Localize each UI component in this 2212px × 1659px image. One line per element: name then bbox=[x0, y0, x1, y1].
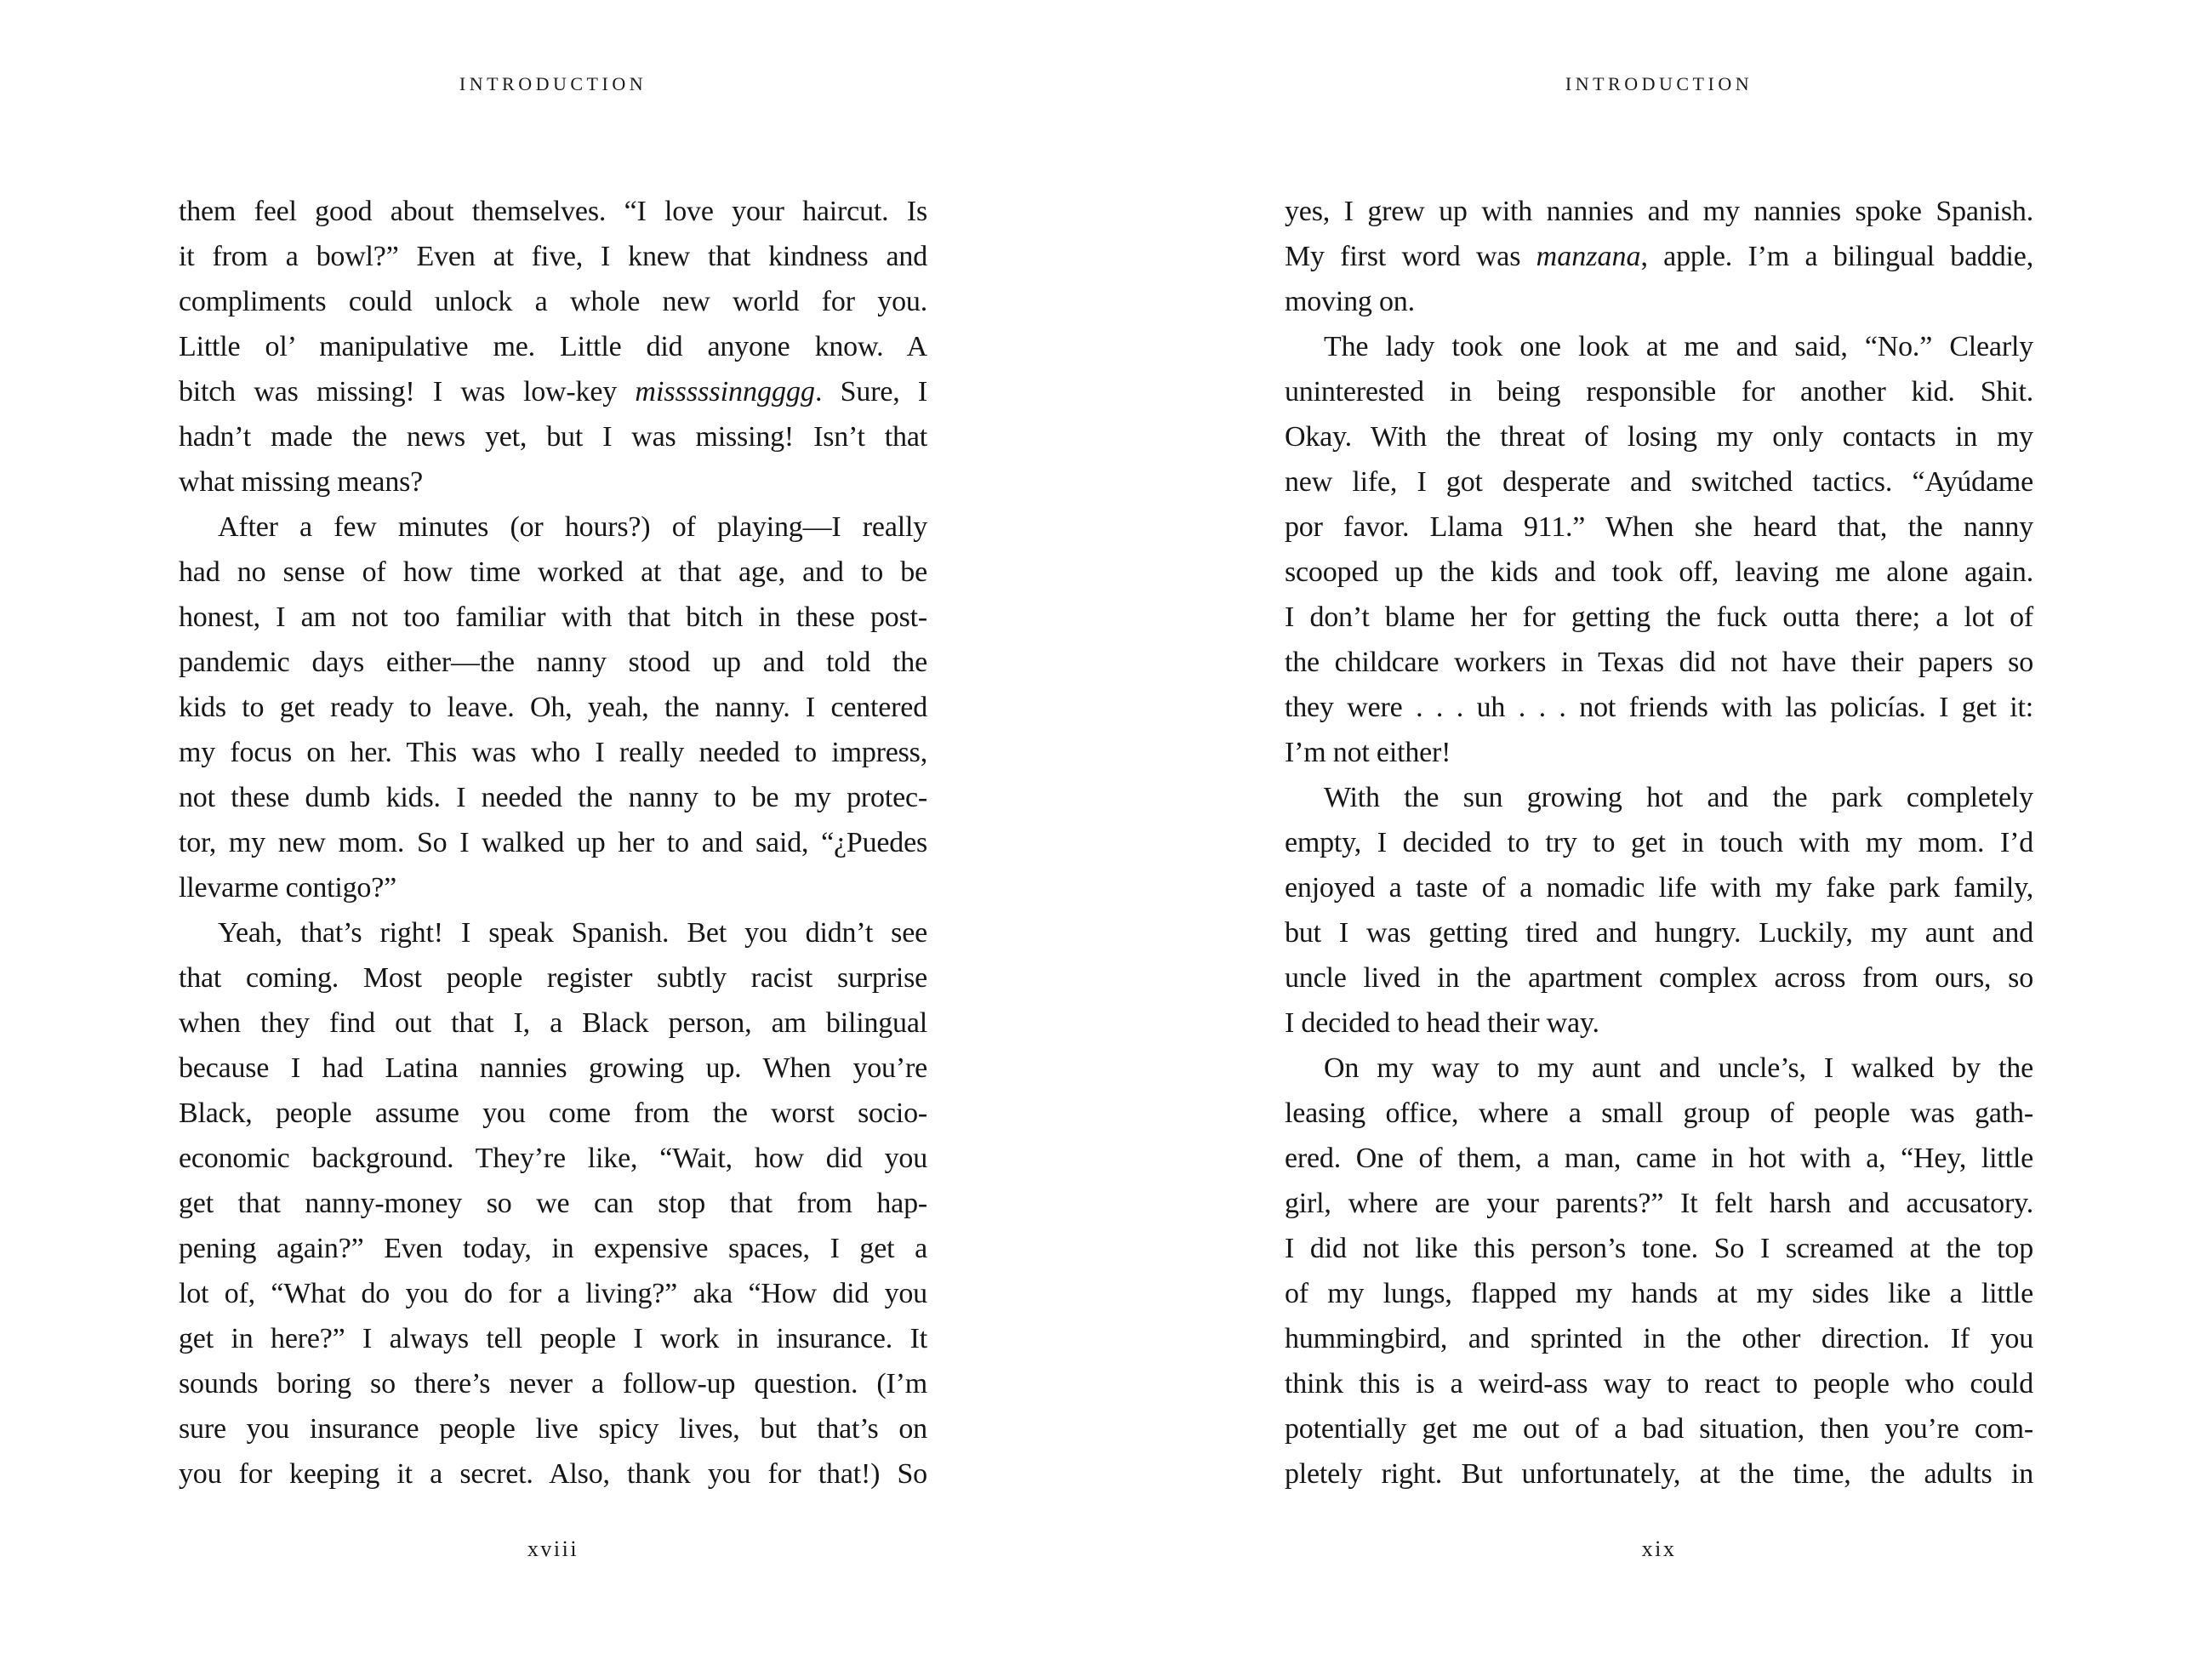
text-line: get that nanny-money so we can stop that from hap- bbox=[179, 1188, 927, 1219]
running-head-right: INTRODUCTION bbox=[1565, 73, 1753, 94]
text-line: lot of, “What do you do for a living?” aka “How did you bbox=[179, 1278, 927, 1309]
text-line: After a few minutes (or hours?) of playing—I really bbox=[218, 511, 927, 543]
text-line: The lady took one look at me and said, “No.” Clearly bbox=[1324, 331, 2033, 362]
page-number-right: xix bbox=[1641, 1536, 1677, 1561]
text-line: kids to get ready to leave. Oh, yeah, the nanny. I centered bbox=[179, 692, 927, 723]
text-line: ered. One of them, a man, came in hot with a, “Hey, little bbox=[1285, 1143, 2033, 1174]
text-line: empty, I decided to try to get in touch with my mom. I’d bbox=[1285, 827, 2033, 858]
text-line: potentially get me out of a bad situation, then you’re com- bbox=[1285, 1413, 2033, 1445]
text-line: Yeah, that’s right! I speak Spanish. Bet you didn’t see bbox=[218, 917, 927, 949]
text-line: My first word was manzana, apple. I’m a bilingual baddie, bbox=[1285, 241, 2033, 272]
text-line: that coming. Most people register subtly racist surprise bbox=[179, 962, 927, 994]
body-text-right bbox=[1285, 189, 2033, 1497]
text-line: moving on. bbox=[1285, 286, 1415, 317]
running-head-left: INTRODUCTION bbox=[459, 73, 647, 94]
text-line: sounds boring so there’s never a follow-up question. (I’m bbox=[179, 1368, 927, 1400]
text-line: uncle lived in the apartment complex across from ours, so bbox=[1285, 962, 2033, 994]
text-line: llevarme contigo?” bbox=[179, 872, 396, 904]
text-line: them feel good about themselves. “I love your haircut. Is bbox=[179, 196, 927, 227]
text-line: girl, where are your parents?” It felt harsh and accusatory. bbox=[1285, 1188, 2033, 1219]
text-line: they were . . . uh . . . not friends with las policías. I get it: bbox=[1285, 692, 2033, 723]
text-line: because I had Latina nannies growing up. When you’re bbox=[179, 1052, 927, 1084]
text-line: I don’t blame her for getting the fuck outta there; a lot of bbox=[1285, 601, 2033, 633]
page-right bbox=[1106, 0, 2212, 1659]
text-line: Little ol’ manipulative me. Little did anyone know. A bbox=[179, 331, 927, 362]
text-line: I decided to head their way. bbox=[1285, 1007, 1599, 1039]
text-line: I did not like this person’s tone. So I screamed at the top bbox=[1285, 1233, 2033, 1264]
text-line: pandemic days either—the nanny stood up and told the bbox=[179, 647, 927, 678]
text-line: bitch was missing! I was low-key misssssinngggg. Sure, I bbox=[179, 376, 927, 408]
text-line: yes, I grew up with nannies and my nannies spoke Spanish. bbox=[1285, 196, 2033, 227]
text-line: new life, I got desperate and switched tactics. “Ayúdame bbox=[1285, 466, 2033, 498]
text-line: I’m not either! bbox=[1285, 737, 1451, 768]
text-line: when they find out that I, a Black person, am bilingual bbox=[179, 1007, 927, 1039]
text-line: uninterested in being responsible for another kid. Shit. bbox=[1285, 376, 2033, 408]
text-line: you for keeping it a secret. Also, thank you for that!) So bbox=[179, 1458, 927, 1490]
text-line: leasing office, where a small group of people was gath- bbox=[1285, 1097, 2033, 1129]
text-line: my focus on her. This was who I really needed to impress, bbox=[179, 737, 927, 768]
text-line: scooped up the kids and took off, leaving me alone again. bbox=[1285, 556, 2033, 588]
text-line: honest, I am not too familiar with that bitch in these post- bbox=[179, 601, 927, 633]
body-text-left bbox=[179, 189, 927, 1497]
text-line: it from a bowl?” Even at five, I knew that kindness and bbox=[179, 241, 927, 272]
text-line: pening again?” Even today, in expensive spaces, I get a bbox=[179, 1233, 927, 1264]
text-line: but I was getting tired and hungry. Luckily, my aunt and bbox=[1285, 917, 2033, 949]
text-line: the childcare workers in Texas did not have their papers so bbox=[1285, 647, 2033, 678]
text-line: of my lungs, flapped my hands at my sides like a little bbox=[1285, 1278, 2033, 1309]
text-line: had no sense of how time worked at that age, and to be bbox=[179, 556, 927, 588]
text-line: por favor. Llama 911.” When she heard that, the nanny bbox=[1285, 511, 2033, 543]
text-line: hummingbird, and sprinted in the other direction. If you bbox=[1285, 1323, 2033, 1354]
text-line: think this is a weird-ass way to react to people who could bbox=[1285, 1368, 2033, 1400]
text-line: not these dumb kids. I needed the nanny to be my protec- bbox=[179, 782, 927, 813]
text-line: sure you insurance people live spicy lives, but that’s on bbox=[179, 1413, 927, 1445]
text-line: what missing means? bbox=[179, 466, 424, 498]
text-line: compliments could unlock a whole new world for you. bbox=[179, 286, 927, 317]
text-line: enjoyed a taste of a nomadic life with my fake park family, bbox=[1285, 872, 2033, 904]
text-line: tor, my new mom. So I walked up her to and said, “¿Puedes bbox=[179, 827, 927, 858]
text-line: With the sun growing hot and the park completely bbox=[1324, 782, 2033, 813]
text-line: Black, people assume you come from the worst socio- bbox=[179, 1097, 927, 1129]
text-line: get in here?” I always tell people I work in insurance. It bbox=[179, 1323, 927, 1354]
text-line: economic background. They’re like, “Wait, how did you bbox=[179, 1143, 927, 1174]
page-number-left: xviii bbox=[527, 1536, 579, 1561]
text-line: On my way to my aunt and uncle’s, I walked by the bbox=[1324, 1052, 2033, 1084]
text-line: pletely right. But unfortunately, at the time, the adults in bbox=[1285, 1458, 2033, 1490]
text-line: Okay. With the threat of losing my only contacts in my bbox=[1285, 421, 2033, 453]
text-line: hadn’t made the news yet, but I was missing! Isn’t that bbox=[179, 421, 927, 453]
